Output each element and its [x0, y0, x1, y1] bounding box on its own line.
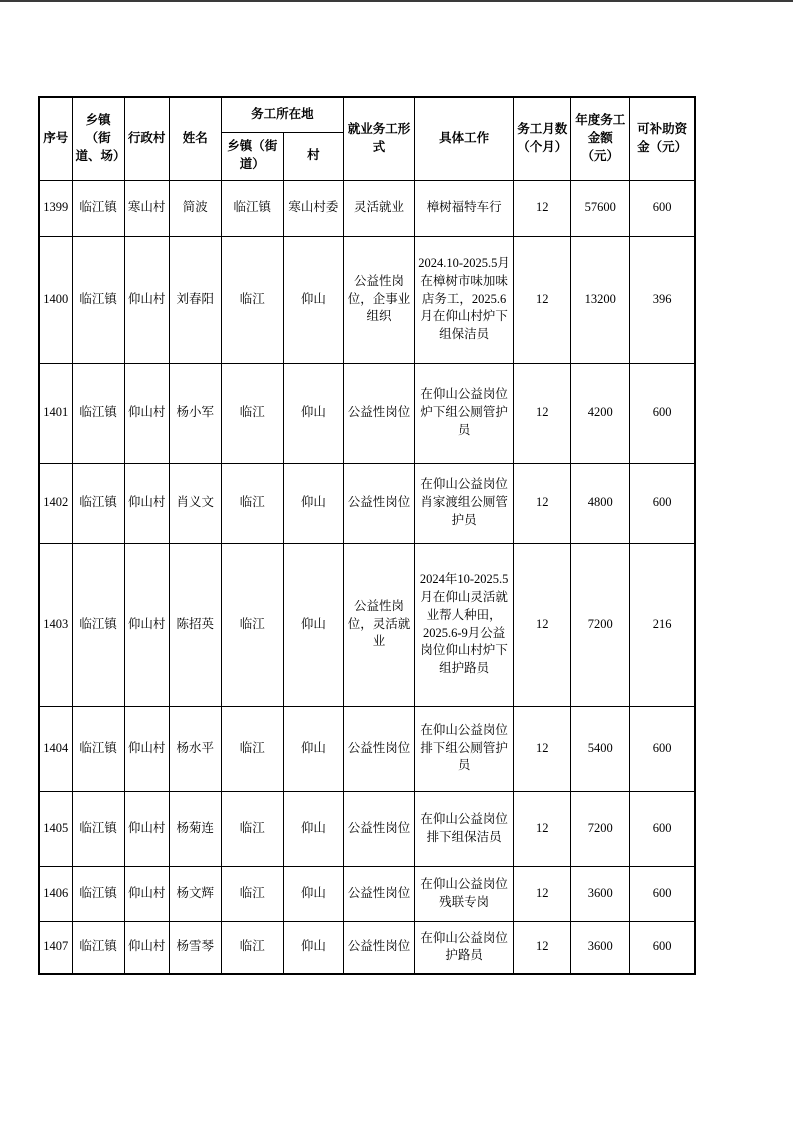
- cell-serial: 1400: [39, 236, 72, 363]
- employment-subsidy-table: [38, 96, 696, 975]
- table-row: [39, 921, 695, 974]
- cell-work-village: 仰山: [283, 236, 343, 363]
- cell-name: 杨雪琴: [169, 921, 221, 974]
- cell-township: 临江镇: [72, 363, 124, 463]
- cell-annual-amount: 7200: [571, 543, 630, 706]
- cell-employment-form: 公益性岗位: [343, 363, 414, 463]
- cell-serial: 1399: [39, 180, 72, 236]
- cell-work-township: 临江镇: [221, 180, 283, 236]
- cell-employment-form: 公益性岗位: [343, 463, 414, 543]
- cell-work-township: 临江: [221, 706, 283, 791]
- cell-specific-work: 在仰山公益岗位残联专岗: [415, 866, 514, 921]
- cell-work-village: 仰山: [283, 463, 343, 543]
- cell-annual-amount: 7200: [571, 791, 630, 866]
- cell-name: 肖义文: [169, 463, 221, 543]
- cell-employment-form: 公益性岗位，灵活就业: [343, 543, 414, 706]
- cell-specific-work: 在仰山公益岗位肖家渡组公厕管护员: [415, 463, 514, 543]
- cell-admin-village: 仰山村: [124, 236, 169, 363]
- cell-work-village: 仰山: [283, 791, 343, 866]
- table-row: [39, 180, 695, 236]
- cell-employment-form: 公益性岗位: [343, 921, 414, 974]
- cell-serial: 1403: [39, 543, 72, 706]
- header-annual-amount: 年度务工金额（元）: [571, 97, 630, 180]
- cell-serial: 1406: [39, 866, 72, 921]
- cell-township: 临江镇: [72, 921, 124, 974]
- header-serial: 序号: [39, 97, 72, 180]
- cell-specific-work: 樟树福特车行: [415, 180, 514, 236]
- cell-township: 临江镇: [72, 866, 124, 921]
- cell-work-village: 仰山: [283, 543, 343, 706]
- cell-specific-work: 2024.10-2025.5月在樟树市味加味店务工，2025.6月在仰山村炉下组保洁员: [415, 236, 514, 363]
- cell-township: 临江镇: [72, 463, 124, 543]
- cell-subsidy: 600: [630, 463, 695, 543]
- cell-months: 12: [514, 363, 571, 463]
- cell-work-township: 临江: [221, 866, 283, 921]
- cell-months: 12: [514, 791, 571, 866]
- cell-employment-form: 公益性岗位: [343, 706, 414, 791]
- cell-serial: 1405: [39, 791, 72, 866]
- cell-admin-village: 仰山村: [124, 463, 169, 543]
- cell-months: 12: [514, 236, 571, 363]
- cell-employment-form: 公益性岗位: [343, 791, 414, 866]
- table-row: [39, 463, 695, 543]
- table-row: [39, 363, 695, 463]
- cell-admin-village: 仰山村: [124, 921, 169, 974]
- cell-township: 临江镇: [72, 791, 124, 866]
- cell-work-township: 临江: [221, 543, 283, 706]
- cell-work-village: 仰山: [283, 921, 343, 974]
- cell-specific-work: 在仰山公益岗位炉下组公厕管护员: [415, 363, 514, 463]
- cell-annual-amount: 57600: [571, 180, 630, 236]
- cell-admin-village: 仰山村: [124, 363, 169, 463]
- cell-township: 临江镇: [72, 236, 124, 363]
- table-header: [39, 97, 695, 180]
- cell-admin-village: 寒山村: [124, 180, 169, 236]
- cell-employment-form: 灵活就业: [343, 180, 414, 236]
- header-name: 姓名: [169, 97, 221, 180]
- cell-annual-amount: 3600: [571, 866, 630, 921]
- cell-subsidy: 600: [630, 791, 695, 866]
- cell-name: 杨文辉: [169, 866, 221, 921]
- cell-name: 杨水平: [169, 706, 221, 791]
- cell-months: 12: [514, 866, 571, 921]
- header-specific-work: 具体工作: [415, 97, 514, 180]
- cell-specific-work: 在仰山公益岗位排下组保洁员: [415, 791, 514, 866]
- cell-subsidy: 396: [630, 236, 695, 363]
- cell-annual-amount: 4800: [571, 463, 630, 543]
- cell-admin-village: 仰山村: [124, 706, 169, 791]
- cell-annual-amount: 4200: [571, 363, 630, 463]
- cell-subsidy: 600: [630, 180, 695, 236]
- cell-subsidy: 600: [630, 921, 695, 974]
- cell-annual-amount: 3600: [571, 921, 630, 974]
- header-work-location-group: 务工所在地: [221, 97, 343, 132]
- cell-work-township: 临江: [221, 921, 283, 974]
- header-subsidy: 可补助资金（元）: [630, 97, 695, 180]
- cell-serial: 1407: [39, 921, 72, 974]
- cell-specific-work: 2024年10-2025.5月在仰山灵活就业帮人种田，2025.6-9月公益岗位仰山村炉下组护路员: [415, 543, 514, 706]
- cell-annual-amount: 13200: [571, 236, 630, 363]
- cell-work-village: 仰山: [283, 706, 343, 791]
- header-months: 务工月数（个月）: [514, 97, 571, 180]
- table-row: [39, 543, 695, 706]
- cell-name: 简波: [169, 180, 221, 236]
- table-row: [39, 791, 695, 866]
- table-body: [39, 180, 695, 974]
- cell-employment-form: 公益性岗位: [343, 866, 414, 921]
- cell-work-village: 仰山: [283, 866, 343, 921]
- cell-name: 杨菊连: [169, 791, 221, 866]
- table-row: [39, 236, 695, 363]
- table-row: [39, 706, 695, 791]
- cell-annual-amount: 5400: [571, 706, 630, 791]
- cell-months: 12: [514, 706, 571, 791]
- header-township: 乡镇（街道、场）: [72, 97, 124, 180]
- page-top-edge: [0, 0, 793, 2]
- cell-months: 12: [514, 543, 571, 706]
- cell-employment-form: 公益性岗位，企事业组织: [343, 236, 414, 363]
- cell-admin-village: 仰山村: [124, 791, 169, 866]
- cell-months: 12: [514, 921, 571, 974]
- cell-serial: 1401: [39, 363, 72, 463]
- cell-specific-work: 在仰山公益岗位护路员: [415, 921, 514, 974]
- cell-work-township: 临江: [221, 363, 283, 463]
- cell-work-village: 寒山村委: [283, 180, 343, 236]
- cell-name: 刘春阳: [169, 236, 221, 363]
- header-admin-village: 行政村: [124, 97, 169, 180]
- cell-months: 12: [514, 180, 571, 236]
- cell-work-township: 临江: [221, 791, 283, 866]
- cell-subsidy: 600: [630, 363, 695, 463]
- cell-township: 临江镇: [72, 543, 124, 706]
- cell-name: 杨小军: [169, 363, 221, 463]
- cell-name: 陈招英: [169, 543, 221, 706]
- cell-subsidy: 600: [630, 866, 695, 921]
- cell-township: 临江镇: [72, 706, 124, 791]
- cell-work-village: 仰山: [283, 363, 343, 463]
- cell-subsidy: 216: [630, 543, 695, 706]
- header-employment-form: 就业务工形式: [343, 97, 414, 180]
- cell-months: 12: [514, 463, 571, 543]
- header-work-village: 村: [283, 132, 343, 180]
- cell-serial: 1404: [39, 706, 72, 791]
- header-work-township: 乡镇（街道）: [221, 132, 283, 180]
- cell-admin-village: 仰山村: [124, 543, 169, 706]
- cell-specific-work: 在仰山公益岗位排下组公厕管护员: [415, 706, 514, 791]
- cell-admin-village: 仰山村: [124, 866, 169, 921]
- cell-serial: 1402: [39, 463, 72, 543]
- cell-township: 临江镇: [72, 180, 124, 236]
- table-row: [39, 866, 695, 921]
- cell-subsidy: 600: [630, 706, 695, 791]
- cell-work-township: 临江: [221, 463, 283, 543]
- cell-work-township: 临江: [221, 236, 283, 363]
